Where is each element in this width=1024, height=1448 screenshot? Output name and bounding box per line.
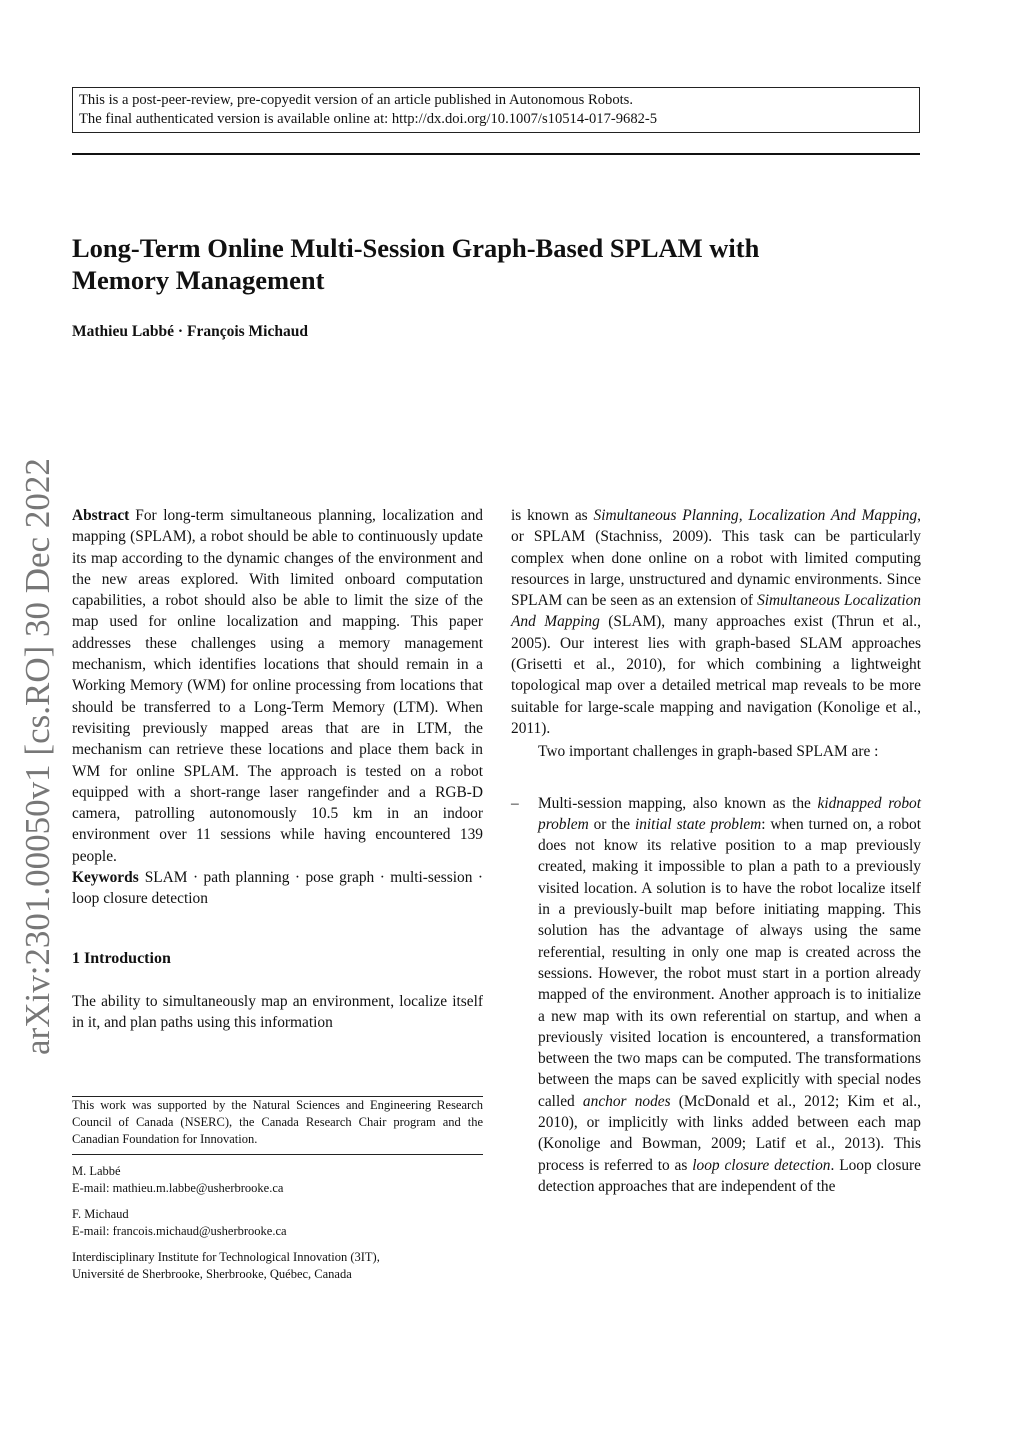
text-run: . Loop closure detection approaches that are independent of the	[538, 1156, 921, 1195]
keywords	[72, 867, 483, 910]
text-run: Multi-session mapping, also known as the	[538, 794, 818, 812]
emphasis: loop closure detection	[692, 1156, 831, 1174]
author-2-name: F. Michaud	[72, 1207, 129, 1221]
left-column	[72, 505, 483, 1034]
title-line-1: Long-Term Online Multi-Session Graph-Based SPLAM with	[72, 233, 760, 263]
text-run: , or SPLAM (Stachniss, 2009). This task can be particularly complex when done online on a robot with limited computing resources in large, unstructured and dynamic environments. Since SPLAM can be seen as an extension of	[511, 507, 921, 610]
footnote-rule-2	[72, 1154, 483, 1155]
list-item	[511, 793, 921, 1198]
notice-line-2: The final authenticated version is available online at: http://dx.doi.org/10.1007/s10514-017-9682-5	[79, 111, 658, 127]
author-1-info	[72, 1163, 483, 1197]
author-1-email: E-mail: mathieu.m.labbe@usherbrooke.ca	[72, 1181, 284, 1195]
funding-note: This work was supported by the Natural Sciences and Engineering Research Council of Canada (NSERC), the Canada Research Chair program and the Canadian Foundation for Innovation.	[72, 1098, 483, 1146]
abstract	[72, 505, 483, 867]
notice-line-1: This is a post-peer-review, pre-copyedit version of an article published in Autonomous Robots.	[79, 92, 634, 108]
paper-title	[72, 232, 932, 296]
text-run: or the	[588, 815, 635, 833]
text-run: is known as	[511, 507, 594, 524]
affiliation-line-2: Université de Sherbrooke, Sherbrooke, Québec, Canada	[72, 1267, 352, 1281]
keywords-label: Keywords	[72, 869, 139, 887]
emphasis: anchor nodes	[582, 1092, 671, 1110]
publication-notice	[72, 87, 920, 133]
header-rule	[72, 153, 920, 155]
list-item-text	[538, 793, 921, 1198]
author-2-info	[72, 1206, 483, 1240]
emphasis: Simultaneous Planning, Localization And Mapping	[593, 507, 918, 524]
title-line-2: Memory Management	[72, 265, 325, 295]
text-run: (SLAM), many approaches exist (Thrun et al., 2005). Our interest lies with graph-based SLAM approaches (Grisetti et al., 2010), for which combining a lightweight topological map over a detailed metrical map reveals to be more suitable for large-scale mapping and navigation (Konolige et al., 2011).	[511, 613, 922, 737]
emphasis: initial state problem	[634, 815, 762, 833]
emphasis: Simultaneous Localization And Mapping	[511, 592, 922, 631]
footnotes	[72, 1096, 483, 1292]
authors: Mathieu Labbé · François Michaud	[72, 323, 308, 340]
affiliation	[72, 1249, 483, 1283]
list-dash: –	[511, 794, 519, 812]
author-1-name: M. Labbé	[72, 1164, 121, 1178]
abstract-label: Abstract	[72, 507, 130, 524]
emphasis: kidnapped robot problem	[538, 794, 921, 833]
right-column	[511, 505, 921, 1197]
section-heading-introduction: 1 Introduction	[72, 949, 171, 967]
text-run: : when turned on, a robot does not know its relative position to a map previously created, making it impossible to plan a path to a previously visited location. A solution is to have the robot localize itself in a previously-built map before initiating mapping. This solution has the advantage of always using the same referential, resulting in only one map is created across the sessions. However, the robot must start in a portion already mapped of the environment. Another approach is to initialize a new map with its own referential on startup, and when a previously visited location is encountered, a transformation between the two maps can be computed. The transformations between the maps can be saved explicitly with special nodes called	[538, 815, 921, 1110]
affiliation-line-1: Interdisciplinary Institute for Technological Innovation (3IT),	[72, 1250, 380, 1264]
keywords-text: SLAM · path planning · pose graph · multi-session · loop closure detection	[72, 869, 483, 908]
intro-continued-paragraph	[511, 505, 921, 739]
author-2-email: E-mail: francois.michaud@usherbrooke.ca	[72, 1224, 287, 1238]
text-run: (McDonald et al., 2012; Kim et al., 2010), or implicitly with links added between each map (Konolige and Bowman, 2009; Latif et al., 2013). This process is referred to as	[538, 1092, 922, 1174]
abstract-text: For long-term simultaneous planning, localization and mapping (SPLAM), a robot should be able to continuously update its map according to the dynamic changes of the environment and the new areas explored. With limited onboard computation capabilities, a robot should also be able to limit the size of the map used for online localization and mapping. This paper addresses these challenges using a memory management mechanism, which identifies locations that should remain in a Working Memory (WM) for online processing from locations that should be transferred to a Long-Term Memory (LTM). When revisiting previously mapped areas that are in LTM, the mechanism can retrieve these locations and place them back in WM for online SPLAM. The approach is tested on a robot equipped with a short-range laser rangefinder and a RGB-D camera, patrolling autonomously 10.5 km in an indoor environment over 11 sessions while having encountered 139 people.	[72, 507, 483, 865]
intro-paragraph: The ability to simultaneously map an environment, localize itself in it, and plan paths using this information	[72, 992, 483, 1032]
challenges-paragraph: Two important challenges in graph-based SPLAM are :	[538, 743, 879, 761]
arxiv-identifier: arXiv:2301.00050v1 [cs.RO] 30 Dec 2022	[18, 458, 57, 1055]
